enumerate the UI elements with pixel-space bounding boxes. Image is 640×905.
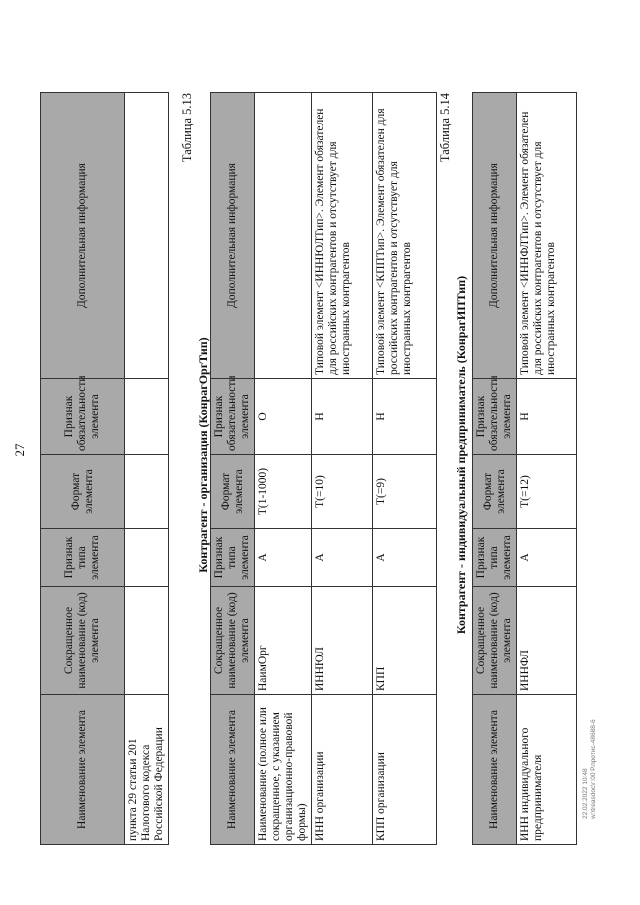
header-info: Дополнительная информация xyxy=(41,93,125,379)
cell-format: Т(1-1000) xyxy=(255,455,312,529)
cell-code: НаимОрг xyxy=(255,587,312,695)
footer-note-date: 22.02.2022 10:48 xyxy=(582,768,589,819)
cell-info: Типовой элемент <ИННФЛТип>. Элемент обязателен для российских контрагентов и отсутствует для иностранных контрагентов xyxy=(517,93,577,379)
header-type: Признак типа элемента xyxy=(41,529,125,587)
cell-info xyxy=(255,93,312,379)
header-format: Формат элемента xyxy=(211,455,255,529)
cell-required: Н xyxy=(517,379,577,455)
cell-required: Н xyxy=(312,379,373,455)
table-5-13 xyxy=(210,92,437,845)
header-format: Формат элемента xyxy=(473,455,517,529)
cell-name: Наименование (полное или сокращенное, с указанием организационно-правовой формы) xyxy=(255,695,312,845)
header-type: Признак типа элемента xyxy=(211,529,255,587)
table-header-row xyxy=(473,93,517,845)
cell-format: Т(=9) xyxy=(373,455,437,529)
cell-format: Т(=12) xyxy=(517,455,577,529)
header-required: Признак обязательности элемента xyxy=(41,379,125,455)
cell-code: ИННЮЛ xyxy=(312,587,373,695)
header-name: Наименование элемента xyxy=(41,695,125,845)
header-name: Наименование элемента xyxy=(211,695,255,845)
table-5-13-title: Контрагент - организация (КонрагОргТип) xyxy=(196,337,210,573)
table-header-row xyxy=(211,93,255,845)
table-row xyxy=(255,93,312,845)
continuation-table xyxy=(40,92,169,845)
cell-required: Н xyxy=(373,379,437,455)
footer-note xyxy=(582,559,598,819)
table-5-14-title: Контрагент - индивидуальный предприниматель (КонрагИПТип) xyxy=(454,275,468,635)
cell-name: КПП организации xyxy=(373,695,437,845)
cell-name: ИНН индивидуального предпринимателя xyxy=(517,695,577,845)
header-type: Признак типа элемента xyxy=(473,529,517,587)
header-code: Сокращенное наименование (код) элемента xyxy=(41,587,125,695)
header-required: Признак обязательности элемента xyxy=(211,379,255,455)
page-number: 27 xyxy=(12,443,27,457)
cell-code: ИННФЛ xyxy=(517,587,577,695)
header-required: Признак обязательности элемента xyxy=(473,379,517,455)
header-info: Дополнительная информация xyxy=(211,93,255,379)
cell-name: ИНН организации xyxy=(312,695,373,845)
table-5-13-label: Таблица 5.13 xyxy=(180,93,194,163)
cell-code: КПП xyxy=(373,587,437,695)
cell-info: Типовой элемент <КППТип>. Элемент обязателен для российских контрагентов и отсутствует для иностранных контрагентов xyxy=(373,93,437,379)
header-format: Формат элемента xyxy=(41,455,125,529)
cell-required: О xyxy=(255,379,312,455)
cell-type: А xyxy=(373,529,437,587)
cell-format: Т(=10) xyxy=(312,455,373,529)
table-5-14 xyxy=(472,92,577,845)
table-row xyxy=(517,93,577,845)
table-row xyxy=(125,93,169,845)
header-code: Сокращенное наименование (код) элемента xyxy=(211,587,255,695)
cell-info: Типовой элемент <ИННЮЛТип>. Элемент обязателен для российских контрагентов и отсутствует для иностранных контрагентов xyxy=(312,93,373,379)
header-info: Дополнительная информация xyxy=(473,93,517,379)
table-header-row xyxy=(41,93,125,845)
header-name: Наименование элемента xyxy=(473,695,517,845)
table-row xyxy=(312,93,373,845)
table-5-14-label: Таблица 5.14 xyxy=(438,93,452,163)
cell-name: пункта 29 статьи 201 Налогового кодекса Российской Федерации xyxy=(125,695,169,845)
cell-type: А xyxy=(312,529,373,587)
cell-type: А xyxy=(255,529,312,587)
footer-note-path: w:\treasdoc\г:00 Р.протис-48688-6 xyxy=(590,719,597,819)
cell-type: А xyxy=(517,529,577,587)
header-code: Сокращенное наименование (код) элемента xyxy=(473,587,517,695)
table-row xyxy=(373,93,437,845)
